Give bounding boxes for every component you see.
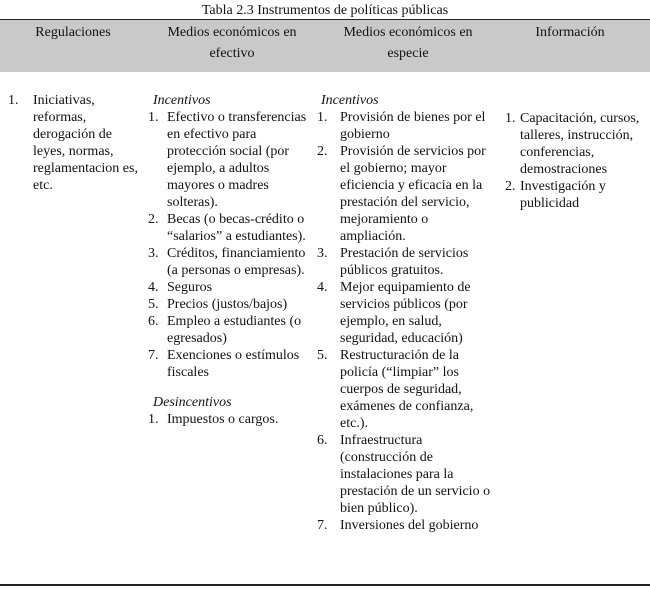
item-number: 6.: [148, 314, 159, 329]
item-text: Seguros: [167, 280, 213, 295]
especie-incentivos-title: Incentivos: [321, 93, 379, 108]
efectivo-desincentivos-title: Desincentivos: [153, 395, 232, 410]
item-text: Precios (justos/bajos): [167, 297, 288, 312]
item-text: Exenciones o estímulos fiscales: [167, 348, 300, 380]
item-number: 3.: [148, 246, 159, 261]
item-text: Provisión de servicios por el gobierno; mayor eficiencia y eficacia en la prestación del servicio, mejoramiento o ampliación.: [340, 144, 486, 244]
list-item: [145, 245, 310, 279]
item-text: Capacitación, cursos, talleres, instrucción, conferencias, demostraciones: [520, 111, 640, 177]
efectivo-incentivos-list: [145, 109, 310, 381]
informacion-list: [497, 110, 649, 212]
list-item: [145, 211, 310, 245]
list-item: [497, 110, 649, 178]
list-item: [313, 347, 493, 432]
item-number: 1.: [148, 412, 159, 427]
item-text: Becas (o becas-crédito o “salarios” a estudiantes).: [167, 212, 306, 244]
item-number: 4.: [148, 280, 159, 295]
list-item: [313, 279, 493, 347]
header-especie: Medios económicos en especie: [343, 25, 473, 61]
bottom-rule: [0, 584, 650, 586]
column-informacion: [497, 110, 649, 212]
item-number: 7.: [317, 518, 328, 533]
item-text: Prestación de servicios públicos gratuitos.: [340, 246, 469, 278]
list-item: [145, 347, 310, 381]
item-number: 4.: [317, 280, 328, 295]
item-text: Impuestos o cargos.: [167, 412, 279, 427]
item-number: 5.: [148, 297, 159, 312]
list-item: [145, 411, 310, 428]
list-item: [313, 245, 493, 279]
item-text: Provisión de bienes por el gobierno: [340, 110, 486, 142]
item-number: 1.: [148, 110, 159, 125]
item-text: Infraestructura (construcción de instalaciones para la prestación de un servicio o bien público).: [340, 433, 491, 516]
header-regulaciones: Regulaciones: [35, 25, 111, 40]
item-number: 3.: [317, 246, 328, 261]
especie-incentivos-list: [313, 109, 493, 534]
list-item: [313, 517, 493, 534]
list-item: [0, 92, 140, 194]
table-header-row: [0, 20, 650, 72]
item-text: Iniciativas, reformas, derogación de leyes, normas, reglamentacion es, etc.: [33, 93, 138, 193]
table-caption: Tabla 2.3 Instrumentos de políticas públicas: [201, 3, 449, 18]
item-text: Inversiones del gobierno: [340, 518, 479, 533]
item-text: Restructuración de la policía (“limpiar” los cuerpos de seguridad, exámenes de confianza, etc.).: [340, 348, 474, 431]
item-number: 2.: [505, 179, 516, 194]
item-number: 2.: [148, 212, 159, 227]
column-regulaciones: [0, 92, 140, 194]
item-number: 2.: [317, 144, 328, 159]
header-informacion: Información: [535, 25, 605, 40]
efectivo-desincentivos-list: [145, 411, 310, 428]
list-item: [145, 313, 310, 347]
list-item: [313, 143, 493, 245]
item-text: Créditos, financiamiento (a personas o empresas).: [167, 246, 306, 278]
item-number: 1.: [505, 111, 516, 126]
column-efectivo: [145, 92, 310, 428]
list-item: [145, 279, 310, 296]
list-item: [145, 296, 310, 313]
item-text: Mejor equipamiento de servicios públicos (por ejemplo, en salud, seguridad, educación): [340, 280, 471, 346]
group-spacer: [145, 381, 310, 394]
regulaciones-list: [0, 92, 140, 194]
efectivo-incentivos-title: Incentivos: [153, 93, 211, 108]
item-text: Investigación y publicidad: [520, 179, 606, 211]
list-item: [313, 109, 493, 143]
item-text: Empleo a estudiantes (o egresados): [167, 314, 302, 346]
item-number: 7.: [148, 348, 159, 363]
item-number: 6.: [317, 433, 328, 448]
item-number: 1.: [317, 110, 328, 125]
list-item: [313, 432, 493, 517]
list-item: [145, 109, 310, 211]
column-especie: [313, 92, 493, 534]
list-item: [497, 178, 649, 212]
item-number: 5.: [317, 348, 328, 363]
item-text: Efectivo o transferencias en efectivo para protección social (por ejemplo, a adultos mayores o madres solteras).: [167, 110, 307, 210]
header-efectivo: Medios económicos en efectivo: [167, 25, 297, 61]
item-number: 1.: [8, 93, 19, 108]
